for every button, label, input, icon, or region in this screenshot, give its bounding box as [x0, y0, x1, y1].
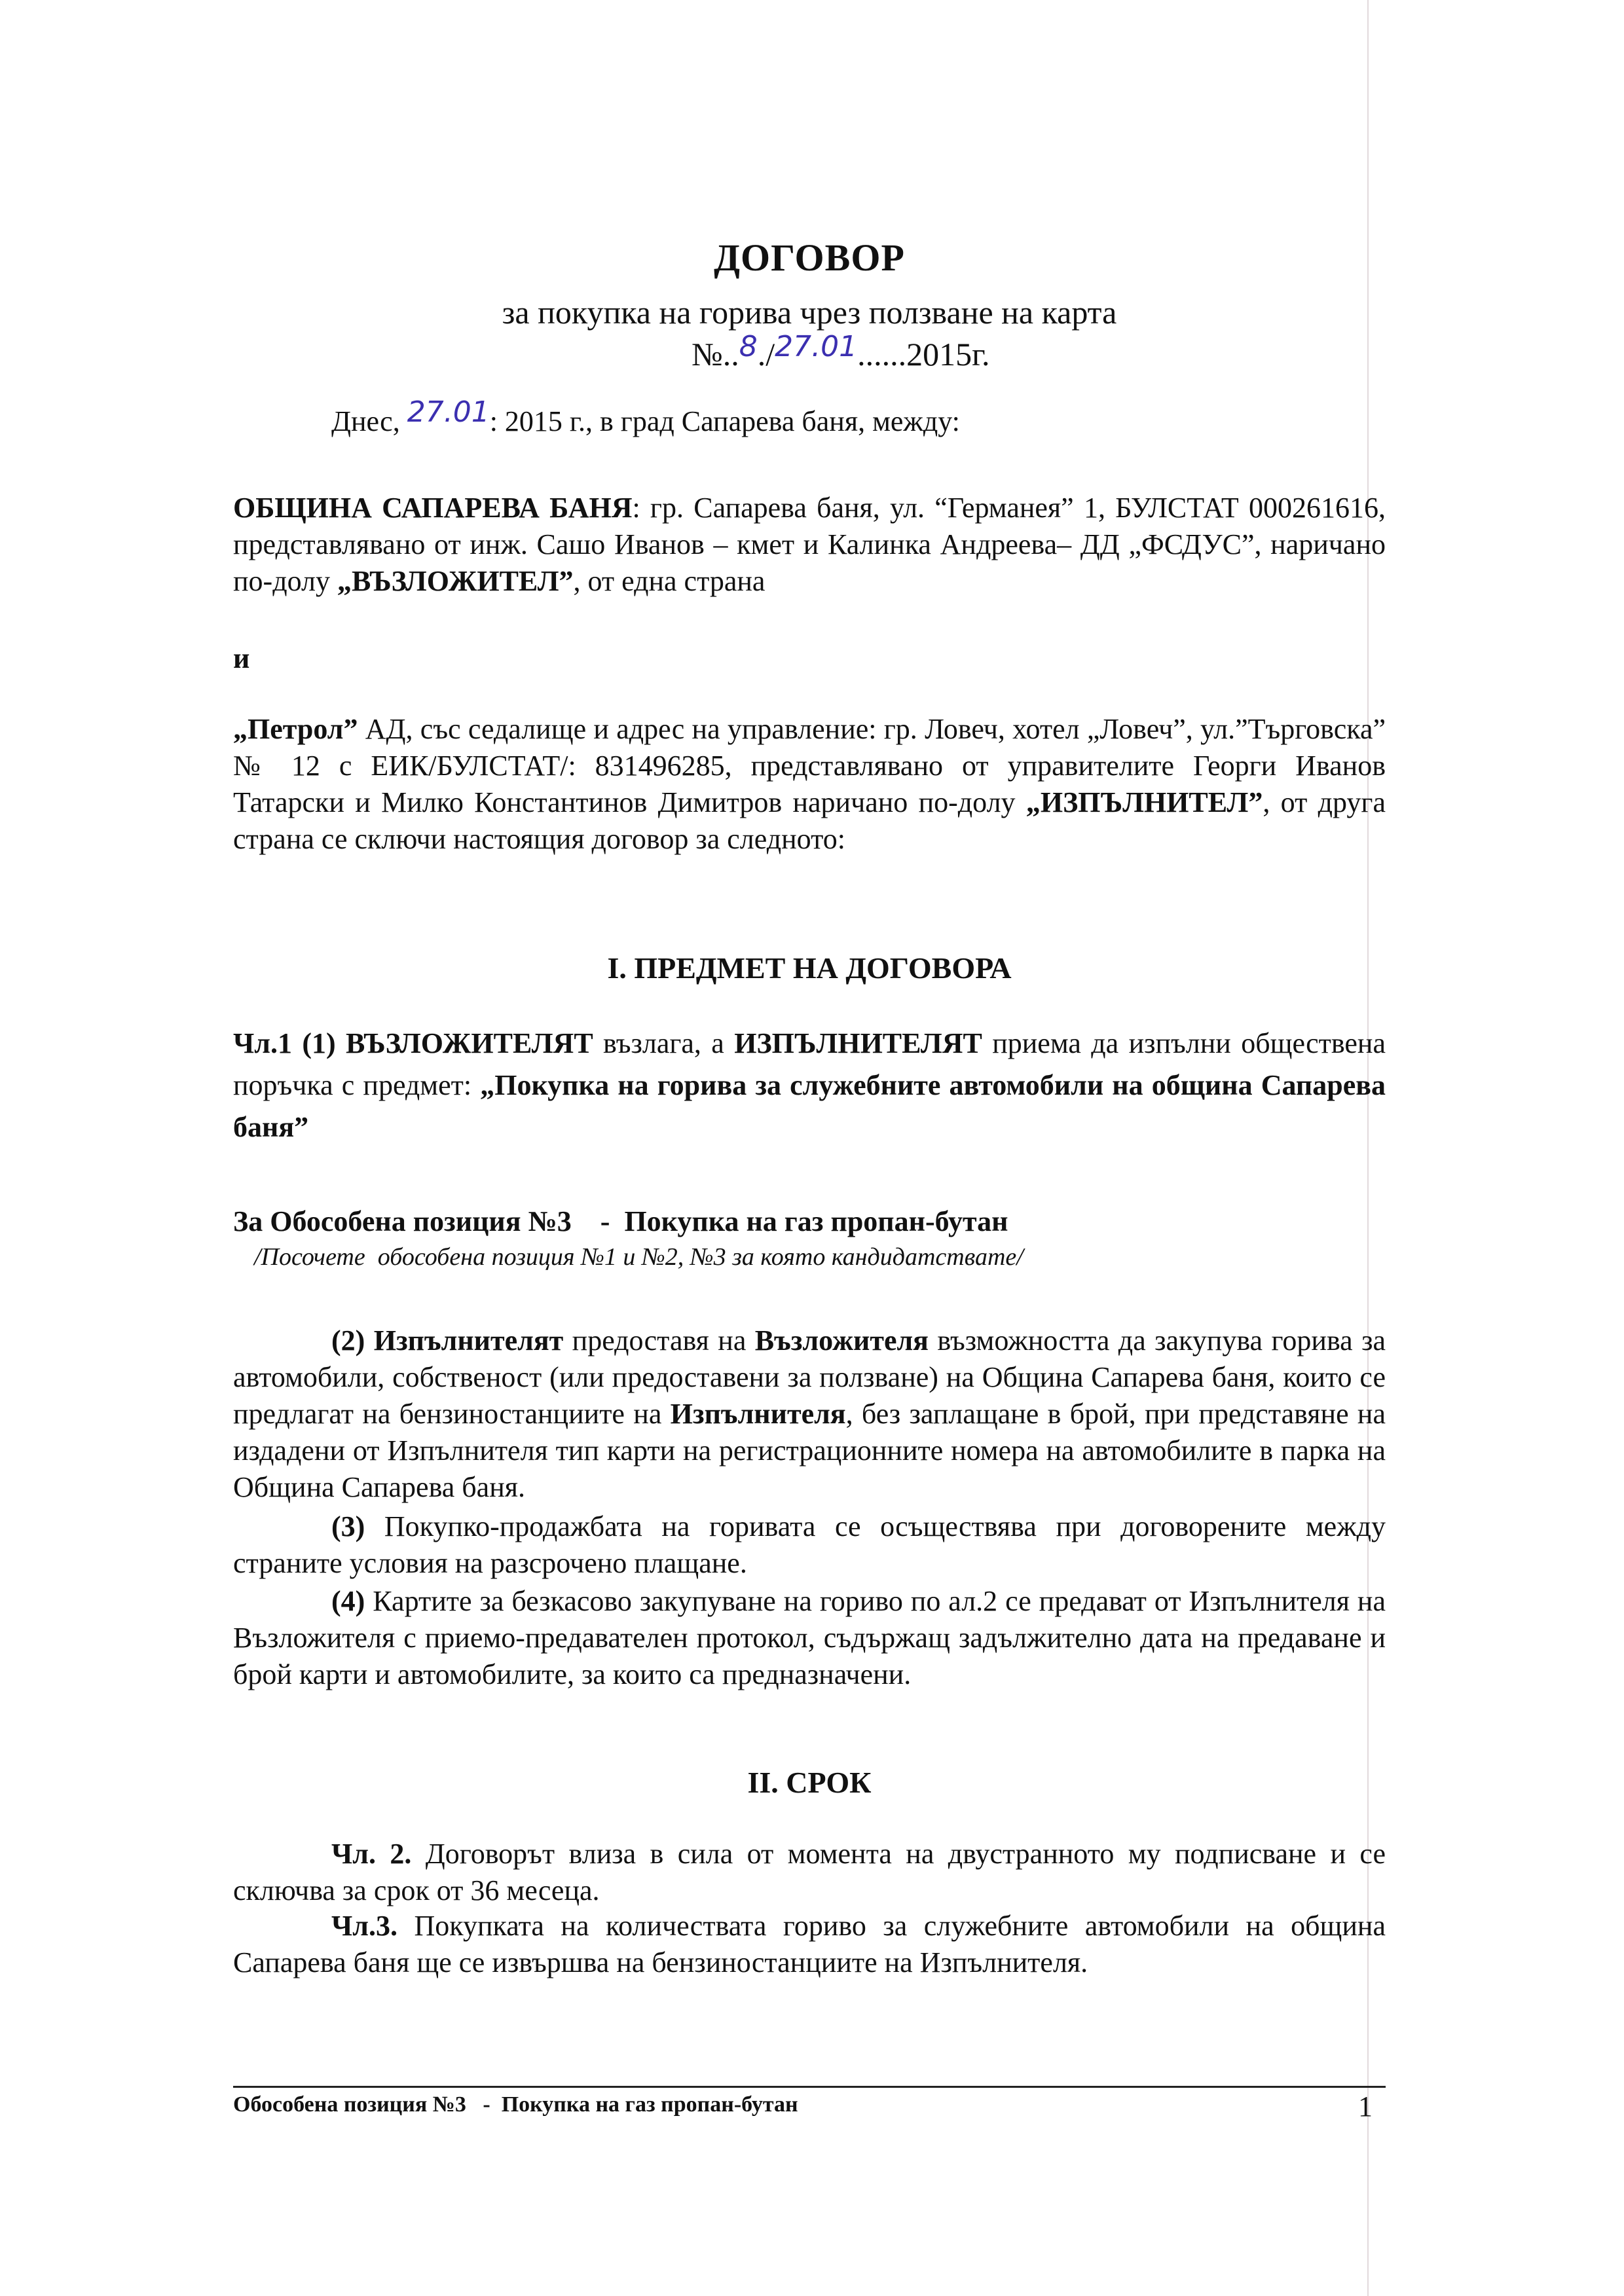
party1-tail: , от една страна	[573, 565, 766, 597]
footer-text: Обособена позиция №3 - Покупка на газ пропан-бутан	[233, 2092, 798, 2117]
paragraph2-text1: предоставя на	[563, 1324, 755, 1357]
article2-text: Договорът влиза в сила от момента на двустранното му подписване и се сключва за срок от 36 месеца.	[233, 1838, 1386, 1906]
article1-paragraph3	[233, 1508, 1386, 1582]
handwritten-date: 27.01	[407, 395, 490, 429]
paragraph2-text3: , без заплащане в брой, при представяне на издадени от Изпълнителя тип карти на регистрационните номера на автомобилите в парка на Община Сапарева баня.	[233, 1398, 1386, 1503]
date-prefix: Днес,	[331, 405, 407, 437]
article2-lead: Чл. 2.	[331, 1838, 412, 1870]
contract-number-line	[692, 330, 990, 373]
party2-name: „Петрол”	[233, 713, 358, 745]
article1-text1: възлага, а	[593, 1027, 735, 1059]
paragraph3-number: (3)	[331, 1510, 365, 1542]
article1-subject: „Покупка на горива за служебните автомобили на община Сапарева баня”	[233, 1069, 1386, 1143]
paragraph2-number: (2)	[331, 1324, 374, 1357]
article1-paragraph1	[233, 1023, 1386, 1148]
article3-lead: Чл.3.	[331, 1910, 397, 1942]
number-prefix: №..	[692, 336, 739, 373]
article1-paragraph2	[233, 1322, 1386, 1506]
lot-note: /Посочете обособена позиция №1 и №2, №3 за която кандидатствате/	[254, 1243, 1024, 1271]
conjunction-text: и	[233, 642, 250, 674]
handwritten-contract-number: 8	[739, 330, 758, 363]
date-line	[331, 395, 960, 438]
document-subtitle: за покупка на горива чрез ползване на карта	[502, 294, 1117, 331]
page-number: 1	[1358, 2090, 1373, 2123]
conjunction	[233, 640, 1386, 677]
executor-term-2: Изпълнителя	[670, 1398, 846, 1430]
number-suffix: ......2015г.	[857, 336, 990, 373]
party2-paragraph	[233, 711, 1386, 858]
paragraph4-number: (4)	[331, 1585, 365, 1617]
section2-heading: II. СРОК	[747, 1766, 872, 1799]
number-separator: ./	[757, 336, 775, 373]
section1-heading: I. ПРЕДМЕТ НА ДОГОВОРА	[607, 951, 1012, 985]
article1-executor: ИЗПЪЛНИТЕЛЯТ	[734, 1027, 982, 1059]
paragraph2-text2: възможността да закупува горива за автомобили, собственост (или предоставени за ползване) на Община Сапарева баня, които се предлагат на бензиностанциите на	[233, 1324, 1386, 1430]
party1-paragraph	[233, 490, 1386, 600]
party1-details: : гр. Сапарева баня, ул. “Германея” 1, БУЛСТАТ 000261616, представлявано от инж. Сашо Иванов – кмет и Калинка Андреева– ДД „ФСДУС”, наричано по-долу	[233, 492, 1386, 597]
contracting-authority-term: Възложителя	[754, 1324, 929, 1357]
article1-lead: Чл.1 (1) ВЪЗЛОЖИТЕЛЯТ	[233, 1027, 593, 1059]
article2-paragraph	[233, 1836, 1386, 1909]
footer-divider	[233, 2086, 1386, 2088]
party2-tail: , от друга страна се сключи настоящия договор за следното:	[233, 786, 1386, 855]
article1-text2: приема да изпълни обществена поръчка с предмет:	[233, 1027, 1386, 1101]
lot-line: За Обособена позиция №3 - Покупка на газ пропан-бутан	[233, 1205, 1008, 1237]
party2-details: АД, със седалище и адрес на управление: гр. Ловеч, хотел „Ловеч”, ул.”Търговска” № 12 с ЕИК/БУЛСТАТ/: 831496285, представлявано от управителите Георги Иванов Татарски и Милко Константинов Димитров наричано по-долу	[233, 713, 1386, 818]
date-suffix: : 2015 г., в град Сапарева баня, между:	[489, 405, 960, 437]
party1-role: „ВЪЗЛОЖИТЕЛ”	[337, 565, 574, 597]
party1-name: ОБЩИНА САПАРЕВА БАНЯ	[233, 492, 633, 524]
document-title: ДОГОВОР	[714, 236, 905, 279]
party2-role: „ИЗПЪЛНИТЕЛ”	[1025, 786, 1263, 818]
article3-text: Покупката на количествата гориво за служебните автомобили на община Сапарева баня ще се извършва на бензиностанциите на Изпълнителя.	[233, 1910, 1386, 1978]
handwritten-contract-date: 27.01	[775, 330, 858, 363]
executor-term: Изпълнителят	[373, 1324, 564, 1357]
paragraph3-text: Покупко-продажбата на горивата се осъществява при договорените между страните условия на разсрочено плащане.	[233, 1510, 1386, 1579]
paragraph4-text: Картите за безкасово закупуване на гориво по ал.2 се предават от Изпълнителя на Възложителя с приемо-предавателен протокол, съдържащ задължително дата на предаване и брой карти и автомобилите, за които са предназначени.	[233, 1585, 1386, 1690]
article1-paragraph4	[233, 1583, 1386, 1693]
article3-paragraph	[233, 1908, 1386, 1981]
